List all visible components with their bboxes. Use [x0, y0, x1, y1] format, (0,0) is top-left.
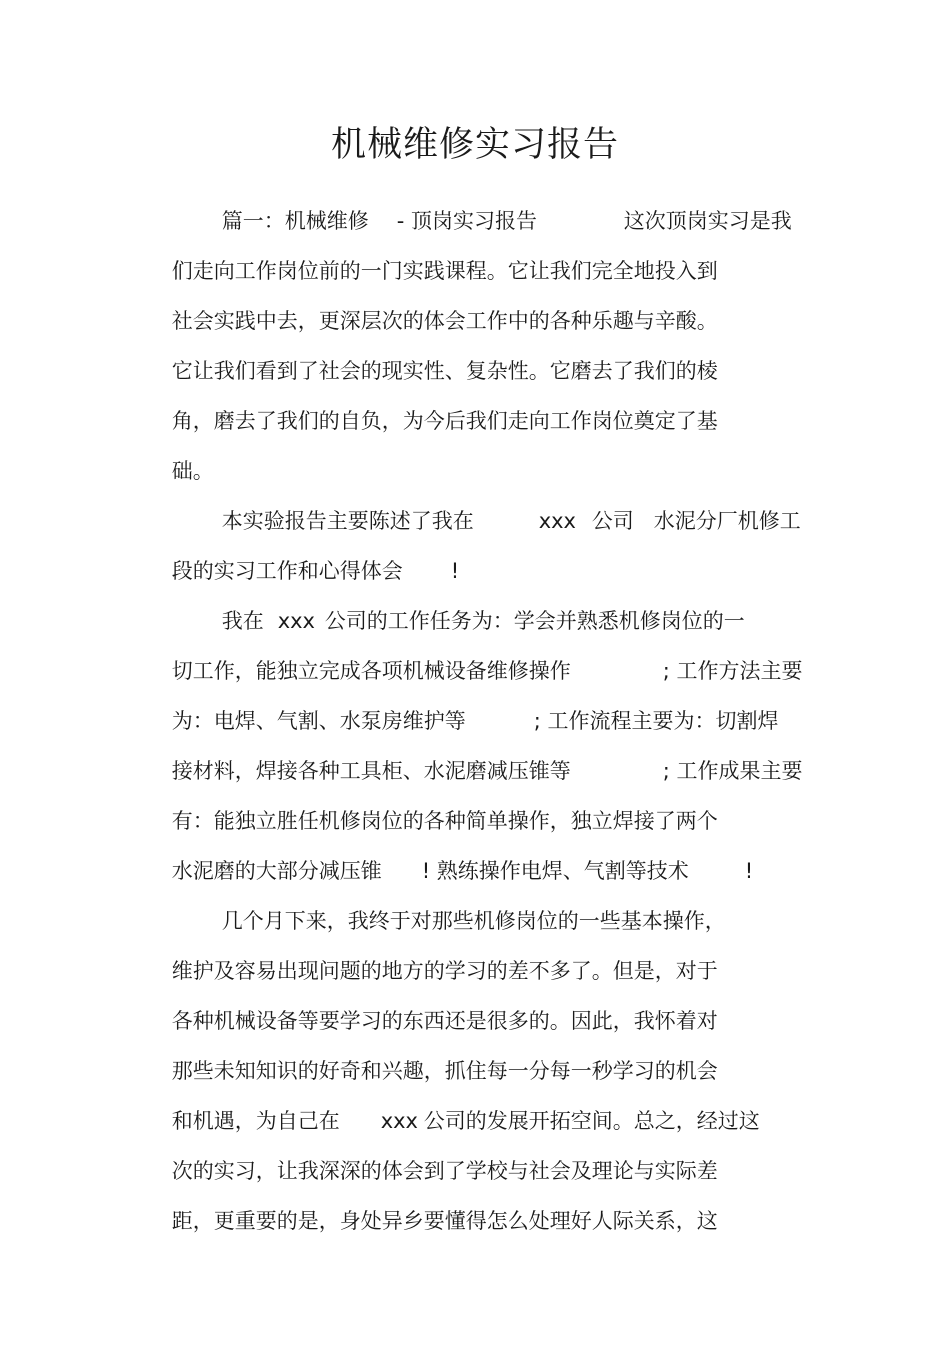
text-segment: 公司	[591, 509, 634, 533]
text-segment: 有：能独立胜任机修岗位的各种简单操作，独立焊接了两个	[171, 809, 718, 833]
text-segment: !	[744, 859, 754, 883]
text-segment: 和机遇，为自己在	[171, 1109, 340, 1133]
text-segment: xxx	[380, 1109, 418, 1133]
text-segment: 距，更重要的是，身处异乡要懂得怎么处理好人际关系，这	[171, 1209, 718, 1233]
text-segment: 我在	[221, 609, 264, 633]
text-line	[145, 1176, 718, 1266]
text-segment: 公司的发展开拓空间。总之，经过这	[423, 1109, 760, 1133]
text-segment: 篇一：机械维修	[221, 209, 369, 233]
text-segment: 它让我们看到了社会的现实性、复杂性。它磨去了我们的棱	[171, 359, 718, 383]
text-segment: 那些未知知识的好奇和兴趣，抓住每一分每一秒学习的机会	[171, 1059, 718, 1083]
text-segment: 切工作，能独立完成各项机械设备维修操作	[171, 659, 571, 683]
text-segment: 角，磨去了我们的自负，为今后我们走向工作岗位奠定了基	[171, 409, 718, 433]
text-segment: 本实验报告主要陈述了我在	[221, 509, 474, 533]
text-segment: ; 工作成果主要	[662, 759, 803, 783]
text-segment: !	[450, 559, 460, 583]
text-segment: 段的实习工作和心得体会	[171, 559, 403, 583]
text-line	[565, 476, 634, 566]
text-segment: 几个月下来，我终于对那些机修岗位的一些基本操作，	[221, 909, 726, 933]
text-segment: 础。	[171, 459, 214, 483]
text-segment: ; 工作流程主要为：切割焊	[533, 709, 779, 733]
text-segment: xxx	[277, 609, 315, 633]
text-segment: 这次顶岗实习是我	[623, 209, 792, 233]
text-segment: 接材料，焊接各种工具柜、水泥磨减压锥等	[171, 759, 571, 783]
text-segment: - 顶岗实习报告	[396, 209, 537, 233]
text-segment: 各种机械设备等要学习的东西还是很多的。因此，我怀着对	[171, 1009, 718, 1033]
text-segment: ; 工作方法主要	[662, 659, 803, 683]
text-segment: 次的实习，让我深深的体会到了学校与社会及理论与实际差	[171, 1159, 718, 1183]
text-segment: 们走向工作岗位前的一门实践课程。它让我们完全地投入到	[171, 259, 718, 283]
text-segment: 社会实践中去，更深层次的体会工作中的各种乐趣与辛酸。	[171, 309, 718, 333]
text-segment: 水泥分厂机修工	[653, 509, 801, 533]
text-segment: ! 熟练操作电焊、气割等技术	[421, 859, 689, 883]
text-segment: xxx	[538, 509, 576, 533]
text-line	[627, 476, 801, 566]
text-segment: 维护及容易出现问题的地方的学习的差不多了。但是，对于	[171, 959, 718, 983]
text-line	[145, 376, 718, 466]
document-title: 机械维修实习报告	[330, 125, 619, 165]
text-segment: 为：电焊、气割、水泵房维护等	[171, 709, 466, 733]
text-segment: 公司的工作任务为：学会并熟悉机修岗位的一	[324, 609, 745, 633]
text-segment: 水泥磨的大部分减压锥	[171, 859, 382, 883]
